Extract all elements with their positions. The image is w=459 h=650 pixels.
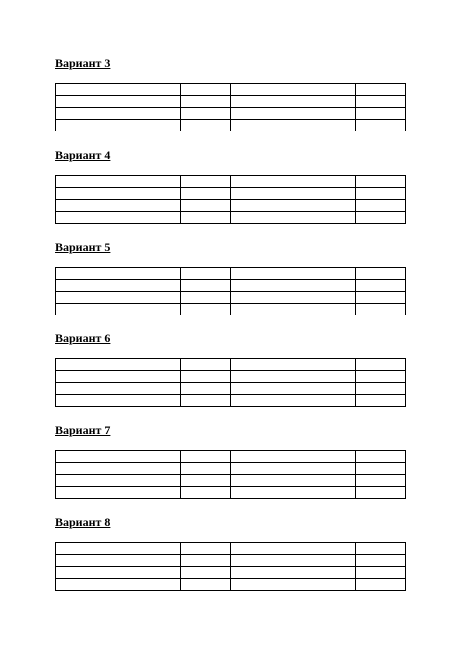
table-cell <box>231 84 356 96</box>
table-cell <box>356 475 406 487</box>
table-cell <box>56 579 181 591</box>
table-cell <box>56 371 181 383</box>
blank-table <box>55 175 406 224</box>
table-cell <box>181 567 231 579</box>
table-cell <box>231 555 356 567</box>
table-cell <box>356 200 406 212</box>
blank-table <box>55 358 406 407</box>
table-cell <box>356 371 406 383</box>
table-cell <box>181 212 231 224</box>
table-row <box>56 395 406 407</box>
table-cell <box>56 359 181 371</box>
table-cell <box>56 120 181 132</box>
table-cell <box>56 451 181 463</box>
table-cell <box>56 268 181 280</box>
table-cell <box>231 543 356 555</box>
table-cell <box>231 212 356 224</box>
table-cell <box>356 543 406 555</box>
table-cell <box>231 579 356 591</box>
table-cell <box>181 120 231 132</box>
table-row <box>56 383 406 395</box>
table-row <box>56 555 406 567</box>
table-cell <box>231 292 356 304</box>
blank-table <box>55 267 406 315</box>
table-cell <box>356 108 406 120</box>
table-cell <box>356 359 406 371</box>
table-row <box>56 451 406 463</box>
variant-title: Вариант 6 <box>55 331 111 345</box>
table-cell <box>356 395 406 407</box>
table-cell <box>181 280 231 292</box>
table-cell <box>231 280 356 292</box>
table-cell <box>56 383 181 395</box>
table-cell <box>356 84 406 96</box>
table-cell <box>181 84 231 96</box>
table-row <box>56 463 406 475</box>
table-row <box>56 120 406 132</box>
table-cell <box>231 395 356 407</box>
variant-title: Вариант 5 <box>55 240 111 254</box>
table-row <box>56 176 406 188</box>
table-row <box>56 188 406 200</box>
table-cell <box>56 108 181 120</box>
table-cell <box>56 395 181 407</box>
table-cell <box>56 176 181 188</box>
table-cell <box>181 579 231 591</box>
table-cell <box>231 371 356 383</box>
table-cell <box>181 188 231 200</box>
table-cell <box>56 463 181 475</box>
table-cell <box>56 304 181 316</box>
table-cell <box>231 304 356 316</box>
table-cell <box>356 96 406 108</box>
table-cell <box>181 475 231 487</box>
table-cell <box>231 359 356 371</box>
table-cell <box>56 487 181 499</box>
table-cell <box>181 463 231 475</box>
table-cell <box>56 96 181 108</box>
blank-table <box>55 542 406 591</box>
table-cell <box>56 200 181 212</box>
table-row <box>56 543 406 555</box>
table-row <box>56 268 406 280</box>
table-cell <box>231 96 356 108</box>
table-cell <box>181 543 231 555</box>
table-cell <box>231 475 356 487</box>
table-cell <box>356 176 406 188</box>
table-cell <box>181 200 231 212</box>
table-cell <box>181 96 231 108</box>
table-cell <box>231 567 356 579</box>
table-row <box>56 292 406 304</box>
table-cell <box>181 292 231 304</box>
table-cell <box>231 176 356 188</box>
table-cell <box>56 475 181 487</box>
table-cell <box>181 359 231 371</box>
table-cell <box>181 383 231 395</box>
table-cell <box>231 120 356 132</box>
blank-table <box>55 450 406 499</box>
table-cell <box>181 304 231 316</box>
table-cell <box>356 188 406 200</box>
table-cell <box>356 292 406 304</box>
table-cell <box>231 188 356 200</box>
table-cell <box>56 84 181 96</box>
table-cell <box>56 543 181 555</box>
table-cell <box>231 451 356 463</box>
table-cell <box>356 463 406 475</box>
table-cell <box>231 200 356 212</box>
table-cell <box>356 451 406 463</box>
table-cell <box>231 383 356 395</box>
table-cell <box>181 371 231 383</box>
table-row <box>56 280 406 292</box>
table-cell <box>181 108 231 120</box>
blank-table <box>55 83 406 131</box>
table-cell <box>356 567 406 579</box>
variant-title: Вариант 7 <box>55 423 111 437</box>
table-cell <box>356 268 406 280</box>
table-row <box>56 487 406 499</box>
table-cell <box>356 555 406 567</box>
table-row <box>56 96 406 108</box>
table-cell <box>181 487 231 499</box>
table-cell <box>231 487 356 499</box>
table-cell <box>56 212 181 224</box>
table-cell <box>56 188 181 200</box>
variant-title: Вариант 8 <box>55 515 111 529</box>
table-cell <box>231 268 356 280</box>
table-cell <box>356 280 406 292</box>
table-cell <box>181 268 231 280</box>
table-cell <box>56 292 181 304</box>
table-cell <box>356 120 406 132</box>
table-cell <box>56 555 181 567</box>
table-row <box>56 304 406 316</box>
table-cell <box>56 567 181 579</box>
table-row <box>56 567 406 579</box>
table-row <box>56 371 406 383</box>
table-cell <box>356 579 406 591</box>
table-cell <box>181 176 231 188</box>
table-cell <box>181 395 231 407</box>
table-cell <box>356 383 406 395</box>
table-cell <box>356 487 406 499</box>
table-row <box>56 475 406 487</box>
table-cell <box>56 280 181 292</box>
table-cell <box>181 555 231 567</box>
variant-title: Вариант 4 <box>55 148 111 162</box>
table-cell <box>181 451 231 463</box>
table-row <box>56 200 406 212</box>
table-cell <box>356 212 406 224</box>
table-cell <box>356 304 406 316</box>
variant-title: Вариант 3 <box>55 56 111 70</box>
table-row <box>56 212 406 224</box>
table-cell <box>231 108 356 120</box>
table-cell <box>231 463 356 475</box>
table-row <box>56 579 406 591</box>
table-row <box>56 108 406 120</box>
table-row <box>56 359 406 371</box>
table-row <box>56 84 406 96</box>
